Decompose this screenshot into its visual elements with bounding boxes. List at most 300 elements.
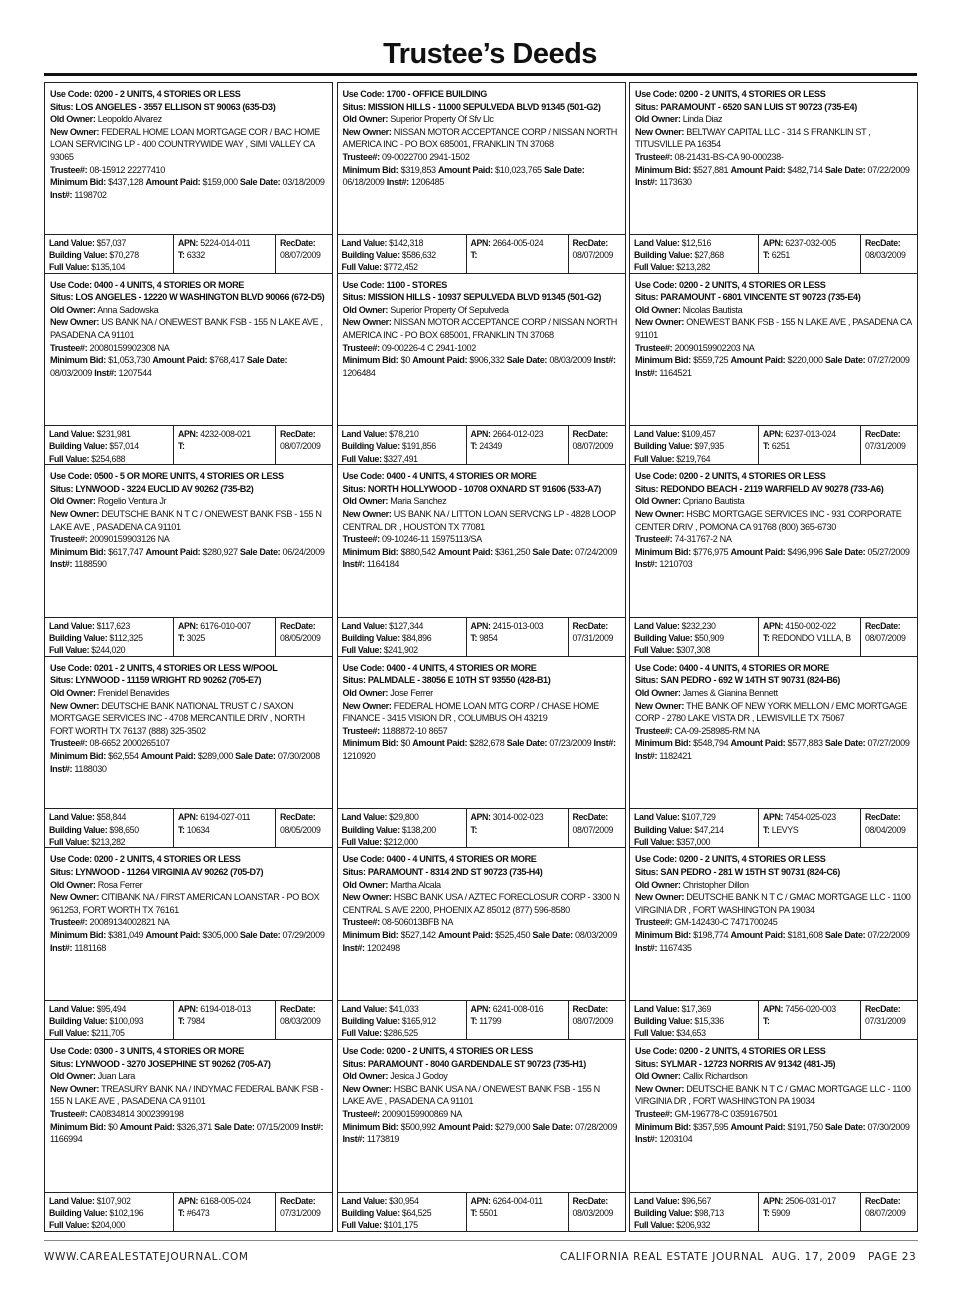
values-cell <box>338 618 466 656</box>
full-value: $101,175 <box>383 1219 418 1230</box>
amount-paid: $906,332 <box>469 355 505 366</box>
recdate: 08/07/2009 <box>572 824 614 835</box>
minimum-bid: $357,595 <box>693 1121 729 1132</box>
minimum-bid-label: Minimum Bid: <box>635 738 691 749</box>
full-value-line <box>342 1027 463 1039</box>
situs-line <box>635 866 913 879</box>
trustee-number-label: Trustee#: <box>50 164 88 175</box>
trustee-number: 09-0022700 2941-1502 <box>381 151 470 162</box>
recdate: 08/04/2009 <box>865 824 906 835</box>
bid-line <box>50 176 328 201</box>
deed-record <box>44 82 333 274</box>
tract-label: T: <box>763 632 770 643</box>
old-owner-line <box>50 495 328 508</box>
recdate-cell <box>275 426 332 464</box>
new-owner-line <box>343 700 621 725</box>
land-value-label: Land Value: <box>49 1003 95 1014</box>
minimum-bid-label: Minimum Bid: <box>50 355 106 366</box>
minimum-bid: $527,881 <box>693 164 729 175</box>
apn: 4232-008-021 <box>200 429 251 440</box>
use-code-line <box>343 662 621 675</box>
land-value: $78,210 <box>389 429 419 440</box>
use-code-label: Use Code: <box>635 1045 677 1056</box>
inst-number: 1198702 <box>74 189 107 200</box>
apn-label: APN: <box>178 1195 199 1206</box>
inst-number: 1210703 <box>659 559 693 570</box>
values-cell <box>630 426 758 464</box>
use-code-label: Use Code: <box>342 89 385 99</box>
land-value-line <box>49 1003 170 1015</box>
apn-line <box>471 237 565 249</box>
trustee-line <box>50 916 328 929</box>
old-owner: Leopoldo Alvarez <box>97 114 162 125</box>
use-code: 0300 - 3 UNITS, 4 STORIES OR MORE <box>94 1045 245 1056</box>
trustee-number: 09-00226-4 C 2941-1002 <box>381 342 476 353</box>
bid-line <box>343 354 621 379</box>
trustee-number-label: Trustee#: <box>635 151 673 162</box>
deed-details <box>630 657 917 809</box>
use-code-line <box>343 1045 621 1058</box>
recdate: 08/07/2009 <box>280 249 321 260</box>
amount-paid: $482,714 <box>787 164 823 175</box>
situs: SYLMAR - 12723 NORRIS AV 91342 (481-J5) <box>660 1058 836 1069</box>
sale-date-label: Sale Date: <box>239 546 281 557</box>
building-value-line <box>342 249 463 261</box>
full-value: $213,282 <box>676 262 711 272</box>
building-value-label: Building Value: <box>634 1207 693 1218</box>
land-value: $30,954 <box>389 1195 419 1206</box>
situs: LOS ANGELES - 3557 ELLISON ST 90063 (635-D3) <box>75 101 276 112</box>
use-code-line <box>635 88 913 101</box>
inst-number-label: Inst#: <box>593 738 616 749</box>
land-value-label: Land Value: <box>634 1195 680 1206</box>
trustee-number: GM-142430-C 7471700245 <box>674 917 778 928</box>
new-owner: US BANK NA / LITTON LOAN SERVCNG LP - 4828 LOOP CENTRAL DR , HOUSTON TX 77081 <box>342 508 616 532</box>
old-owner: Anna Sadowska <box>97 304 159 315</box>
amount-paid-label: Amount Paid: <box>730 546 786 557</box>
land-value-line <box>49 1195 170 1207</box>
building-value-line <box>342 632 463 644</box>
amount-paid-label: Amount Paid: <box>145 546 201 557</box>
sale-date: 07/27/2009 <box>867 738 910 749</box>
apn-line <box>178 1003 272 1015</box>
t-line <box>763 440 857 452</box>
amount-paid: $279,000 <box>495 1121 531 1132</box>
apn-cell <box>466 235 568 273</box>
deed-record <box>44 657 333 849</box>
inst-number-label: Inst#: <box>301 1121 324 1132</box>
recdate-cell <box>568 1001 625 1039</box>
old-owner-label: Old Owner: <box>50 879 96 890</box>
minimum-bid: $548,794 <box>693 738 729 749</box>
situs-line <box>635 101 913 114</box>
trustee-number-label: Trustee#: <box>342 725 380 736</box>
full-value: $327,491 <box>383 453 418 464</box>
situs: PARAMOUNT - 6801 VINCENTE ST 90723 (735-E4) <box>660 292 861 303</box>
inst-number: 1164184 <box>366 559 400 570</box>
situs-label: Situs: <box>635 866 659 877</box>
apn-cell <box>466 618 568 656</box>
bid-line <box>343 929 621 954</box>
use-code-label: Use Code: <box>50 279 92 290</box>
trustee-number-label: Trustee#: <box>50 534 88 545</box>
apn-label: APN: <box>178 812 199 823</box>
minimum-bid-label: Minimum Bid: <box>50 750 106 761</box>
full-value-line <box>49 836 170 848</box>
use-code: 0200 - 2 UNITS, 4 STORIES OR LESS <box>679 279 826 290</box>
land-value: $96,567 <box>681 1195 711 1206</box>
land-value-label: Land Value: <box>341 237 388 248</box>
bid-line <box>343 546 621 571</box>
bid-line <box>50 929 328 954</box>
use-code-line <box>635 662 913 675</box>
inst-number-label: Inst#: <box>635 750 658 761</box>
values-cell <box>630 235 758 273</box>
new-owner-line <box>635 700 913 725</box>
tract: 6332 <box>186 249 205 260</box>
deed-values <box>45 1000 332 1039</box>
full-value-label: Full Value: <box>634 453 675 464</box>
land-value-label: Land Value: <box>49 812 95 823</box>
land-value-line <box>49 237 170 249</box>
full-value-line <box>634 261 755 273</box>
apn-cell <box>758 1001 860 1039</box>
land-value-line <box>634 1003 755 1015</box>
inst-number: 1188030 <box>74 763 107 774</box>
inst-number-label: Inst#: <box>635 942 658 953</box>
old-owner-line <box>343 687 621 700</box>
situs-label: Situs: <box>50 483 74 494</box>
building-value-line <box>342 440 463 452</box>
land-value-line <box>342 1195 463 1207</box>
new-owner-label: New Owner: <box>342 892 392 903</box>
situs-label: Situs: <box>50 292 74 303</box>
t-line <box>763 632 857 644</box>
situs-line <box>343 291 621 304</box>
trustee-line <box>343 916 621 929</box>
recdate-label: RecDate: <box>865 1195 901 1206</box>
inst-number: 1202498 <box>366 942 400 953</box>
situs-line <box>343 866 621 879</box>
full-value-line <box>634 1027 755 1039</box>
apn: 7454-025-023 <box>785 812 836 823</box>
new-owner-line <box>635 1083 913 1108</box>
full-value: $244,020 <box>91 645 126 656</box>
tract-label: T: <box>178 1207 185 1218</box>
bid-line <box>635 1121 913 1146</box>
trustee-number: 08-15912 22277410 <box>89 164 165 175</box>
inst-number-label: Inst#: <box>635 559 658 570</box>
values-cell <box>630 618 758 656</box>
situs-label: Situs: <box>635 292 659 303</box>
new-owner: HSBC MORTGAGE SERVICES INC - 931 CORPORATE CENTER DRIV , POMONA CA 91768 (800) 365-6730 <box>635 508 902 532</box>
new-owner: NISSAN MOTOR ACCEPTANCE CORP / NISSAN NORTH AMERICA INC - PO BOX 685001, FRANKLIN TN 37068 <box>342 126 618 150</box>
old-owner: Frenidel Benavides <box>97 687 170 698</box>
deed-record <box>629 1040 918 1232</box>
land-value-label: Land Value: <box>341 429 388 440</box>
deed-details <box>630 274 917 426</box>
deed-values <box>630 234 917 273</box>
apn: 6264-004-011 <box>492 1195 543 1206</box>
apn-line <box>178 811 272 823</box>
use-code-line <box>343 853 621 866</box>
minimum-bid-label: Minimum Bid: <box>50 929 106 940</box>
apn: 6176-010-007 <box>200 620 251 631</box>
bid-line <box>343 164 621 189</box>
old-owner: Superior Property Of Sfv Llc <box>390 114 494 125</box>
full-value-label: Full Value: <box>634 645 675 656</box>
apn-label: APN: <box>178 620 199 631</box>
use-code-label: Use Code: <box>635 89 677 99</box>
apn-label: APN: <box>763 429 784 440</box>
recdate: 08/03/2009 <box>572 1207 614 1218</box>
full-value-line <box>49 261 170 273</box>
old-owner-line <box>635 1070 913 1083</box>
land-value-label: Land Value: <box>49 1195 95 1206</box>
situs-label: Situs: <box>342 292 366 303</box>
sale-date-label: Sale Date: <box>532 546 573 557</box>
situs-label: Situs: <box>342 675 366 686</box>
apn: 4150-002-022 <box>785 620 836 631</box>
situs-line <box>50 291 328 304</box>
apn-cell <box>173 426 275 464</box>
apn-label: APN: <box>470 1003 491 1014</box>
old-owner-line <box>50 113 328 126</box>
new-owner: HSBC BANK USA / AZTEC FORECLOSUR CORP - 3300 N CENTRAL S AVE 2200, PHOENIX AZ 85012 (877) 596-8580 <box>342 892 620 915</box>
sale-date: 07/23/2009 <box>549 738 592 749</box>
full-value: $219,764 <box>676 453 711 464</box>
deed-values <box>630 425 917 464</box>
deed-details <box>45 657 332 809</box>
full-value-line <box>49 1027 170 1039</box>
new-owner-line <box>343 316 621 341</box>
tract: 6251 <box>771 249 790 260</box>
situs: PARAMOUNT - 6520 SAN LUIS ST 90723 (735-E4) <box>660 101 857 112</box>
tract-label: T: <box>178 824 185 835</box>
trustee-number: 74-31767-2 NA <box>674 534 732 545</box>
minimum-bid-label: Minimum Bid: <box>635 164 691 175</box>
bid-line <box>635 546 913 571</box>
building-value: $98,650 <box>109 824 139 835</box>
full-value-label: Full Value: <box>341 1028 382 1039</box>
sale-date: 07/27/2009 <box>867 355 910 366</box>
trustee-number: 08-21431-BS-CA 90-000238- <box>674 151 784 162</box>
new-owner-line <box>50 508 328 533</box>
new-owner: DEUTSCHE BANK N T C / GMAC MORTGAGE LLC - 1100 VIRGINIA DR , FORT WASHINGTON PA 19034 <box>635 892 911 915</box>
situs-label: Situs: <box>635 483 659 494</box>
bid-line <box>50 750 328 775</box>
inst-number: 1166994 <box>50 1134 83 1145</box>
situs-label: Situs: <box>635 101 659 112</box>
apn-line <box>178 1195 272 1207</box>
building-value: $64,525 <box>401 1207 432 1218</box>
recdate-label: RecDate: <box>572 1195 608 1206</box>
trustee-number-label: Trustee#: <box>342 1108 380 1119</box>
trustee-number: CA0834814 3002399198 <box>89 1108 184 1119</box>
recdate: 08/07/2009 <box>280 441 321 452</box>
building-value-label: Building Value: <box>341 632 400 643</box>
recdate-label: RecDate: <box>865 237 901 248</box>
apn-label: APN: <box>763 812 784 823</box>
building-value-label: Building Value: <box>341 1207 400 1218</box>
recdate-cell <box>568 426 625 464</box>
building-value: $57,014 <box>109 441 139 452</box>
apn-cell <box>173 235 275 273</box>
old-owner: Cpriano Bautista <box>682 496 745 507</box>
land-value: $57,037 <box>96 237 126 248</box>
apn-line <box>471 620 565 632</box>
inst-number-label: Inst#: <box>342 559 365 570</box>
land-value: $127,344 <box>389 620 424 631</box>
new-owner-line <box>343 126 621 151</box>
deed-record <box>337 1040 626 1232</box>
apn: 2506-031-017 <box>785 1195 836 1206</box>
trustee-line <box>50 533 328 546</box>
deed-values <box>45 808 332 847</box>
new-owner: CITIBANK NA / FIRST AMERICAN LOANSTAR - PO BOX 961253, FORT WORTH TX 76161 <box>50 892 320 915</box>
old-owner-line <box>343 304 621 317</box>
trustee-number: 20080159902308 NA <box>89 342 170 353</box>
situs: NORTH HOLLYWOOD - 10708 OXNARD ST 91606 (533-A7) <box>367 483 601 494</box>
situs-line <box>50 101 328 114</box>
deed-details <box>630 848 917 1000</box>
situs-label: Situs: <box>50 1058 74 1069</box>
new-owner-label: New Owner: <box>635 892 685 903</box>
tract-label: T: <box>763 824 770 835</box>
deed-record <box>629 465 918 657</box>
use-code: 0400 - 4 UNITS, 4 STORIES OR MORE <box>386 854 537 865</box>
use-code: 0400 - 4 UNITS, 4 STORIES OR MORE <box>386 662 537 673</box>
trustee-number: 20090159900869 NA <box>381 1108 462 1119</box>
old-owner: Rosa Ferrer <box>97 879 143 890</box>
trustee-number-label: Trustee#: <box>342 342 380 353</box>
land-value-label: Land Value: <box>341 1195 388 1206</box>
footer-page: PAGE 23 <box>868 1251 917 1263</box>
new-owner-label: New Owner: <box>342 126 392 137</box>
land-value-label: Land Value: <box>634 620 680 631</box>
recdate-cell <box>860 426 917 464</box>
inst-number-label: Inst#: <box>635 367 658 378</box>
situs-label: Situs: <box>342 1058 366 1069</box>
trustee-line <box>50 342 328 355</box>
inst-number-label: Inst#: <box>342 1134 365 1145</box>
deed-record <box>44 465 333 657</box>
values-cell <box>630 809 758 847</box>
tract: 10634 <box>186 824 210 835</box>
apn-label: APN: <box>763 620 784 631</box>
use-code: 0200 - 2 UNITS, 4 STORIES OR LESS <box>94 854 241 865</box>
land-value-line <box>634 620 755 632</box>
old-owner-line <box>343 113 621 126</box>
recdate: 07/31/2009 <box>865 441 906 452</box>
building-value-line <box>634 440 755 452</box>
deed-values <box>338 808 625 847</box>
full-value-label: Full Value: <box>49 836 90 847</box>
trustee-number-label: Trustee#: <box>342 534 380 545</box>
building-value: $112,325 <box>109 632 143 643</box>
bid-line <box>343 1121 621 1146</box>
new-owner-line <box>50 316 328 341</box>
minimum-bid-label: Minimum Bid: <box>635 546 691 557</box>
new-owner-line <box>343 1083 621 1108</box>
deed-record <box>337 657 626 849</box>
old-owner-label: Old Owner: <box>635 304 681 315</box>
title-rule <box>44 73 917 76</box>
use-code-line <box>343 470 621 483</box>
minimum-bid: $776,975 <box>693 546 729 557</box>
use-code: 0200 - 2 UNITS, 4 STORIES OR LESS <box>679 854 826 865</box>
full-value: $204,000 <box>91 1219 126 1230</box>
tract-label: T: <box>470 632 478 643</box>
apn-label: APN: <box>470 1195 491 1206</box>
situs: LYNWOOD - 3270 JOSEPHINE ST 90262 (705-A7) <box>75 1058 271 1069</box>
situs-line <box>635 483 913 496</box>
recdate-label: RecDate: <box>572 620 608 631</box>
building-value-line <box>49 1207 170 1219</box>
minimum-bid-label: Minimum Bid: <box>50 177 106 188</box>
situs: LYNWOOD - 11159 WRIGHT RD 90262 (705-E7) <box>75 675 262 686</box>
situs-label: Situs: <box>342 866 366 877</box>
old-owner-label: Old Owner: <box>342 304 389 315</box>
new-owner-label: New Owner: <box>342 700 392 711</box>
minimum-bid: $0 <box>400 355 411 366</box>
deed-details <box>338 274 625 426</box>
land-value: $232,230 <box>681 620 716 631</box>
apn-cell <box>758 618 860 656</box>
old-owner: Martha Alcala <box>390 879 441 890</box>
new-owner-label: New Owner: <box>342 1083 392 1094</box>
new-owner-line <box>635 891 913 916</box>
situs: PARAMOUNT - 8314 2ND ST 90723 (735-H4) <box>367 866 543 877</box>
situs: REDONDO BEACH - 2119 WARFIELD AV 90278 (733-A6) <box>660 483 884 494</box>
situs-label: Situs: <box>50 866 74 877</box>
use-code: 0500 - 5 OR MORE UNITS, 4 STORIES OR LESS <box>94 471 284 482</box>
bid-line <box>50 546 328 571</box>
full-value-line <box>342 1219 463 1231</box>
new-owner: DEUTSCHE BANK N T C / GMAC MORTGAGE LLC - 1100 VIRGINIA DR , FORT WASHINGTON PA 19034 <box>635 1083 911 1107</box>
inst-number: 1167435 <box>659 942 692 953</box>
apn-label: APN: <box>763 1003 784 1014</box>
new-owner: THE BANK OF NEW YORK MELLON / EMC MORTGAGE CORP - 2780 LAKE VISTA DR , LEWISVILLE TX 75067 <box>635 700 908 724</box>
values-cell <box>630 1001 758 1039</box>
use-code-label: Use Code: <box>635 279 677 290</box>
old-owner: Juan Lara <box>97 1071 135 1082</box>
recdate: 08/03/2009 <box>280 1016 321 1027</box>
use-code-label: Use Code: <box>635 662 677 673</box>
situs: PALMDALE - 38056 E 10TH ST 93550 (428-B1) <box>367 675 551 686</box>
situs: LOS ANGELES - 12220 W WASHINGTON BLVD 90066 (672-D5) <box>75 292 325 303</box>
deed-values <box>338 1192 625 1231</box>
values-cell <box>338 809 466 847</box>
old-owner-label: Old Owner: <box>635 1071 681 1082</box>
old-owner: Linda Diaz <box>682 114 723 125</box>
amount-paid-label: Amount Paid: <box>437 164 493 175</box>
old-owner-line <box>343 495 621 508</box>
old-owner-line <box>635 687 913 700</box>
minimum-bid: $527,142 <box>400 929 436 940</box>
amount-paid-label: Amount Paid: <box>730 738 786 749</box>
trustee-line <box>343 725 621 738</box>
recdate-cell <box>860 235 917 273</box>
t-line <box>471 632 565 644</box>
deed-details <box>45 83 332 234</box>
values-cell <box>45 235 173 273</box>
new-owner-line <box>50 891 328 916</box>
new-owner: ONEWEST BANK FSB - 155 N LAKE AVE , PASADENA CA 91101 <box>635 317 912 340</box>
sale-date-label: Sale Date: <box>532 1121 573 1132</box>
use-code-line <box>343 279 621 292</box>
old-owner-label: Old Owner: <box>342 496 389 507</box>
